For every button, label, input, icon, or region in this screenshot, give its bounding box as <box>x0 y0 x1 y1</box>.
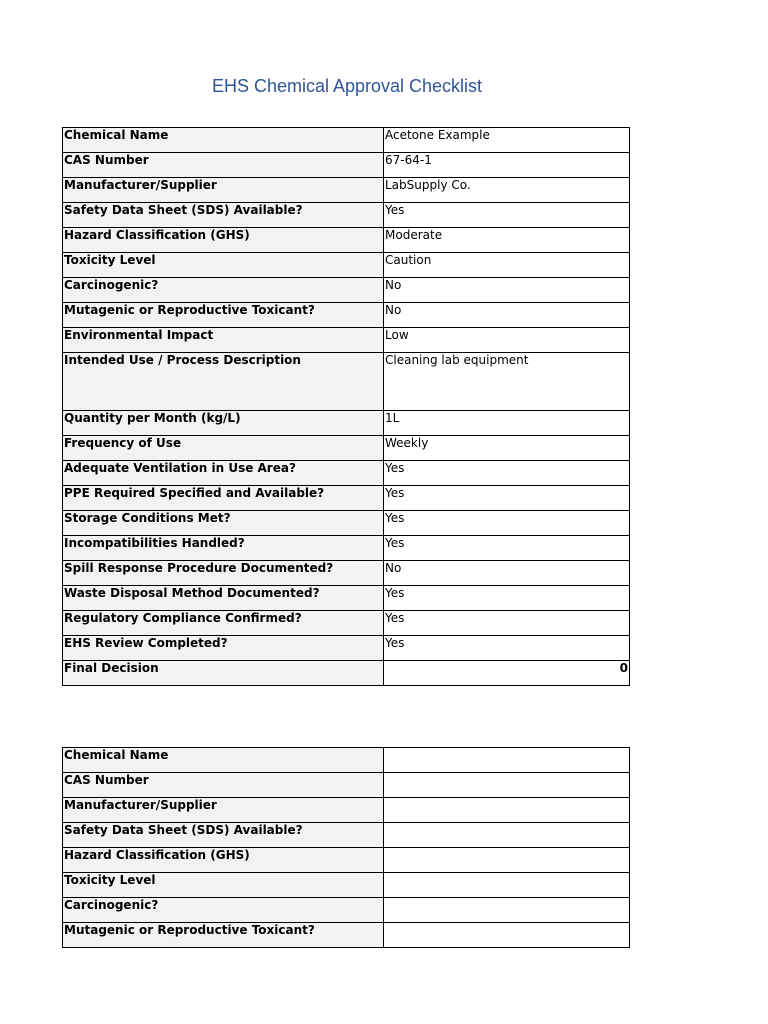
field-label: Environmental Impact <box>63 328 384 353</box>
field-label: PPE Required Specified and Available? <box>63 486 384 511</box>
field-value-cell[interactable]: No <box>384 303 630 328</box>
table-row <box>63 873 630 898</box>
field-value-cell[interactable]: Low <box>384 328 630 353</box>
field-value-cell[interactable] <box>384 823 630 848</box>
table-row <box>63 178 630 203</box>
field-label: Frequency of Use <box>63 436 384 461</box>
final-decision-label: Final Decision <box>63 661 384 686</box>
field-value-cell[interactable]: Caution <box>384 253 630 278</box>
table-row <box>63 898 630 923</box>
field-value-cell[interactable]: Yes <box>384 636 630 661</box>
field-label: CAS Number <box>63 153 384 178</box>
field-value-cell[interactable]: Yes <box>384 536 630 561</box>
field-value-cell[interactable]: Yes <box>384 203 630 228</box>
table-row <box>63 411 630 436</box>
field-label: Toxicity Level <box>63 873 384 898</box>
document-title: EHS Chemical Approval Checklist <box>211 76 483 96</box>
checklist-table <box>62 127 630 686</box>
field-label: Hazard Classification (GHS) <box>63 848 384 873</box>
table-row <box>63 153 630 178</box>
field-label: Mutagenic or Reproductive Toxicant? <box>63 923 384 948</box>
table-row <box>63 823 630 848</box>
field-label: Regulatory Compliance Confirmed? <box>63 611 384 636</box>
table-row <box>63 923 630 948</box>
field-value-cell[interactable] <box>384 923 630 948</box>
field-label: Waste Disposal Method Documented? <box>63 586 384 611</box>
field-label: Mutagenic or Reproductive Toxicant? <box>63 303 384 328</box>
field-label: Quantity per Month (kg/L) <box>63 411 384 436</box>
field-label: Safety Data Sheet (SDS) Available? <box>63 203 384 228</box>
field-label: Spill Response Procedure Documented? <box>63 561 384 586</box>
field-label: Storage Conditions Met? <box>63 511 384 536</box>
field-label: Intended Use / Process Description <box>63 353 384 411</box>
field-value-cell[interactable]: No <box>384 278 630 303</box>
field-label: Adequate Ventilation in Use Area? <box>63 461 384 486</box>
field-value-cell[interactable]: Yes <box>384 511 630 536</box>
final-decision-value[interactable]: 0 <box>384 661 630 686</box>
field-value-cell[interactable] <box>384 848 630 873</box>
field-value-cell[interactable] <box>384 748 630 773</box>
field-value-cell[interactable]: Moderate <box>384 228 630 253</box>
field-value-cell[interactable]: Cleaning lab equipment <box>384 353 630 411</box>
table-row <box>63 278 630 303</box>
table-row <box>63 536 630 561</box>
field-value-cell[interactable] <box>384 773 630 798</box>
field-value-cell[interactable] <box>384 798 630 823</box>
table-row <box>63 611 630 636</box>
table-row <box>63 586 630 611</box>
field-label: Chemical Name <box>63 128 384 153</box>
table-row <box>63 636 630 661</box>
field-value-cell[interactable]: LabSupply Co. <box>384 178 630 203</box>
field-label: Chemical Name <box>63 748 384 773</box>
table-row <box>63 773 630 798</box>
table-row <box>63 848 630 873</box>
field-value-cell[interactable] <box>384 898 630 923</box>
field-label: Incompatibilities Handled? <box>63 536 384 561</box>
table-row <box>63 353 630 411</box>
table-row <box>63 128 630 153</box>
field-label: Carcinogenic? <box>63 898 384 923</box>
table-row <box>63 511 630 536</box>
field-label: CAS Number <box>63 773 384 798</box>
field-label: Hazard Classification (GHS) <box>63 228 384 253</box>
field-value-cell[interactable]: Weekly <box>384 436 630 461</box>
table-row <box>63 303 630 328</box>
field-value-cell[interactable]: Yes <box>384 611 630 636</box>
field-value-cell[interactable]: Yes <box>384 586 630 611</box>
field-label: Manufacturer/Supplier <box>63 798 384 823</box>
field-value-cell[interactable]: Yes <box>384 486 630 511</box>
table-row <box>63 253 630 278</box>
table-row <box>63 228 630 253</box>
field-value-cell[interactable]: Yes <box>384 461 630 486</box>
field-value-cell[interactable]: No <box>384 561 630 586</box>
table-row <box>63 486 630 511</box>
field-label: Safety Data Sheet (SDS) Available? <box>63 823 384 848</box>
table-row <box>63 203 630 228</box>
table-row <box>63 436 630 461</box>
table-row <box>63 461 630 486</box>
table-row <box>63 328 630 353</box>
table-row <box>63 748 630 773</box>
table-row <box>63 798 630 823</box>
checklist-table-blank <box>62 747 630 948</box>
field-label: Carcinogenic? <box>63 278 384 303</box>
table-row <box>63 661 630 686</box>
table-row <box>63 561 630 586</box>
field-label: EHS Review Completed? <box>63 636 384 661</box>
field-value-cell[interactable]: 1L <box>384 411 630 436</box>
field-value-cell[interactable]: Acetone Example <box>384 128 630 153</box>
field-label: Toxicity Level <box>63 253 384 278</box>
field-value-cell[interactable]: 67-64-1 <box>384 153 630 178</box>
field-value-cell[interactable] <box>384 873 630 898</box>
field-label: Manufacturer/Supplier <box>63 178 384 203</box>
